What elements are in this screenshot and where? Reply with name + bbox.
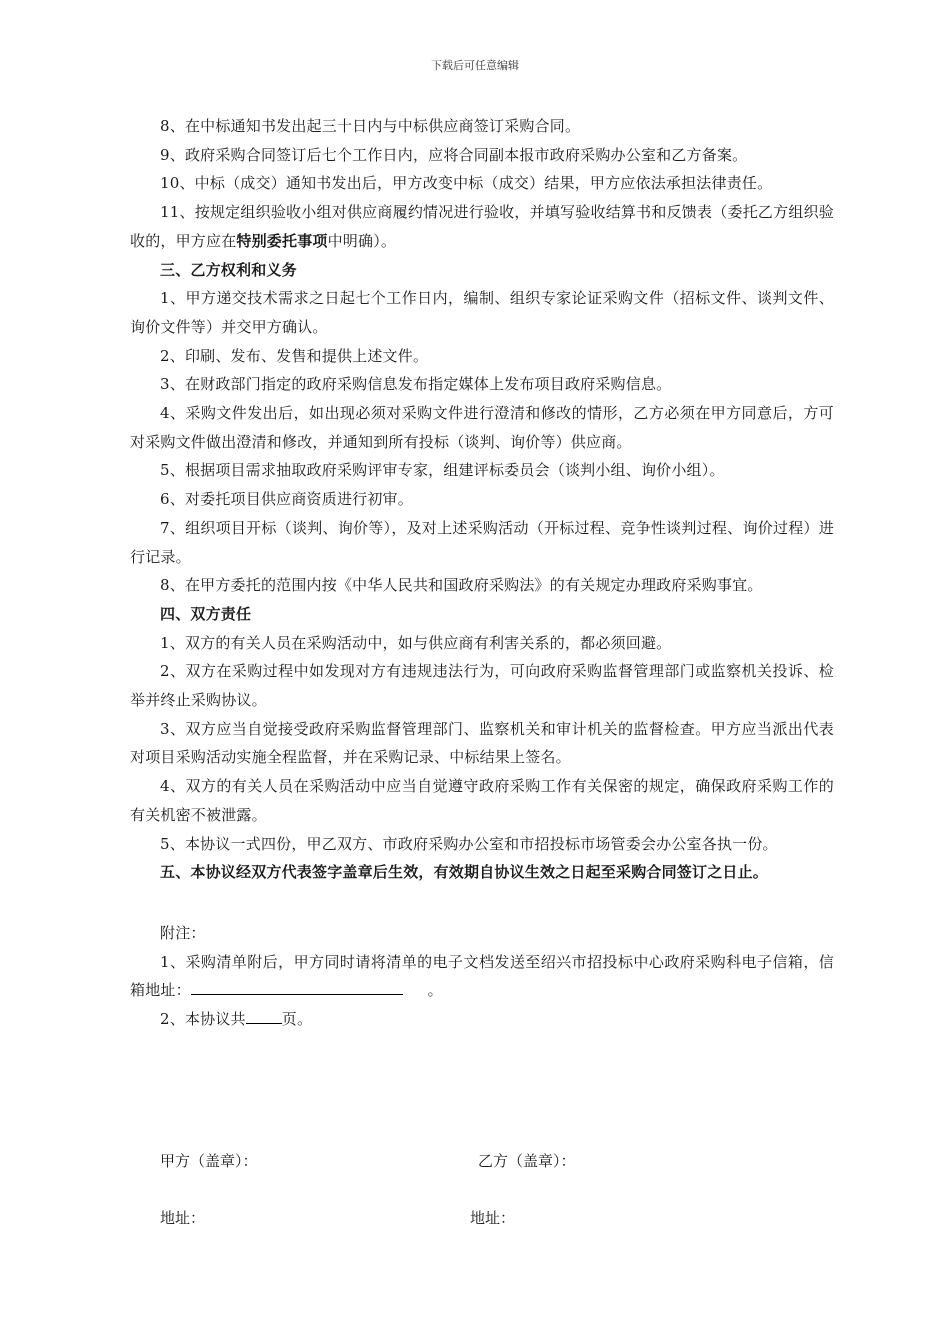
notes-item2-before: 2、本协议共 — [160, 1010, 246, 1029]
party-b-address-label: 地址： — [470, 1209, 516, 1227]
notes-item1-text: 1、采购清单附后，甲方同时请将清单的电子文档发送至绍兴市招投标中心政府采购科电子信箱，信箱地址： — [130, 952, 834, 1000]
section3-item-3: 3、在财政部门指定的政府采购信息发布指定媒体上发布项目政府采购信息。 — [160, 375, 672, 394]
party-a-seal-label: 甲方（盖章）： — [160, 1152, 258, 1170]
section4-item-1: 1、双方的有关人员在采购活动中，如与供应商有利害关系的，都必须回避。 — [160, 633, 672, 652]
section3-item-6: 6、对委托项目供应商资质进行初审。 — [160, 490, 413, 509]
section3-item-7: 7、组织项目开标（谈判、询价等），及对上述采购活动（开标过程、竞争性谈判过程、询价过程）进行记录。 — [130, 518, 834, 566]
spacer — [130, 887, 834, 919]
party-a-item-10: 10、中标（成交）通知书发出后，甲方改变中标（成交）结果，甲方应依法承担法律责任。 — [160, 174, 773, 193]
page-count-blank — [246, 1007, 282, 1024]
party-b-seal-label: 乙方（盖章）： — [478, 1152, 576, 1170]
page-header: 下载后可任意编辑 — [431, 59, 519, 72]
section3-item-8: 8、在甲方委托的范围内按《中华人民共和国政府采购法》的有关规定办理政府采购事宜。 — [160, 576, 763, 595]
section3-item-1: 1、甲方递交技术需求之日起七个工作日内，编制、组织专家论证采购文件（招标文件、谈判文件、询价文件等）并交甲方确认。 — [130, 289, 834, 336]
notes-title: 附注： — [160, 923, 206, 942]
item11-bold-text: 特别委托事项 — [236, 231, 328, 250]
section3-item-5: 5、根据项目需求抽取政府采购评审专家，组建评标委员会（谈判小组、询价小组）。 — [160, 461, 725, 480]
section3-title: 三、乙方权利和义务 — [160, 260, 297, 279]
item11-text-after: 中明确）。 — [327, 231, 397, 250]
party-a-item-9: 9、政府采购合同签订后七个工作日内，应将合同副本报市政府采购办公室和乙方备案。 — [160, 145, 748, 164]
party-a-item-11 — [130, 198, 834, 255]
party-a-address-label: 地址： — [160, 1209, 206, 1227]
section3-item-2: 2、印刷、发布、发售和提供上述文件。 — [160, 346, 429, 365]
document-body — [130, 112, 834, 1034]
section5-clause: 五、本协议经双方代表签字盖章后生效，有效期自协议生效之日起至采购合同签订之日止。 — [160, 863, 769, 882]
notes-item2-after: 页。 — [281, 1010, 313, 1029]
notes-item-1 — [130, 948, 834, 1005]
party-a-item-8: 8、在中标通知书发出起三十日内与中标供应商签订采购合同。 — [160, 117, 581, 135]
notes-item-2 — [130, 1005, 834, 1034]
section4-item-5: 5、本协议一式四份，甲乙双方、市政府采购办公室和市招投标市场管委会办公室各执一份。 — [160, 834, 778, 853]
email-address-blank — [191, 978, 403, 995]
section4-item-3: 3、双方应当自觉接受政府采购监督管理部门、监察机关和审计机关的监督检查。甲方应当派出代表对项目采购活动实施全程监督，并在采购记录、中标结果上签名。 — [130, 719, 834, 767]
item11-text-before: 11、按规定组织验收小组对供应商履约情况进行验收，并填写验收结算书和反馈表（委托乙方组织验收的，甲方应在 — [130, 203, 834, 250]
section4-item-4: 4、双方的有关人员在采购活动中应当自觉遵守政府采购工作有关保密的规定，确保政府采购工作的有关机密不被泄露。 — [130, 777, 834, 824]
section3-item-4: 4、采购文件发出后，如出现必须对采购文件进行澄清和修改的情形，乙方必须在甲方同意后，方可对采购文件做出澄清和修改，并通知到所有投标（谈判、询价等）供应商。 — [130, 404, 834, 451]
notes-item1-end: 。 — [427, 981, 443, 1000]
section4-item-2: 2、双方在采购过程中如发现对方有违规违法行为，可向政府采购监督管理部门或监察机关投诉、检举并终止采购协议。 — [130, 662, 834, 710]
section4-title: 四、双方责任 — [160, 604, 252, 623]
